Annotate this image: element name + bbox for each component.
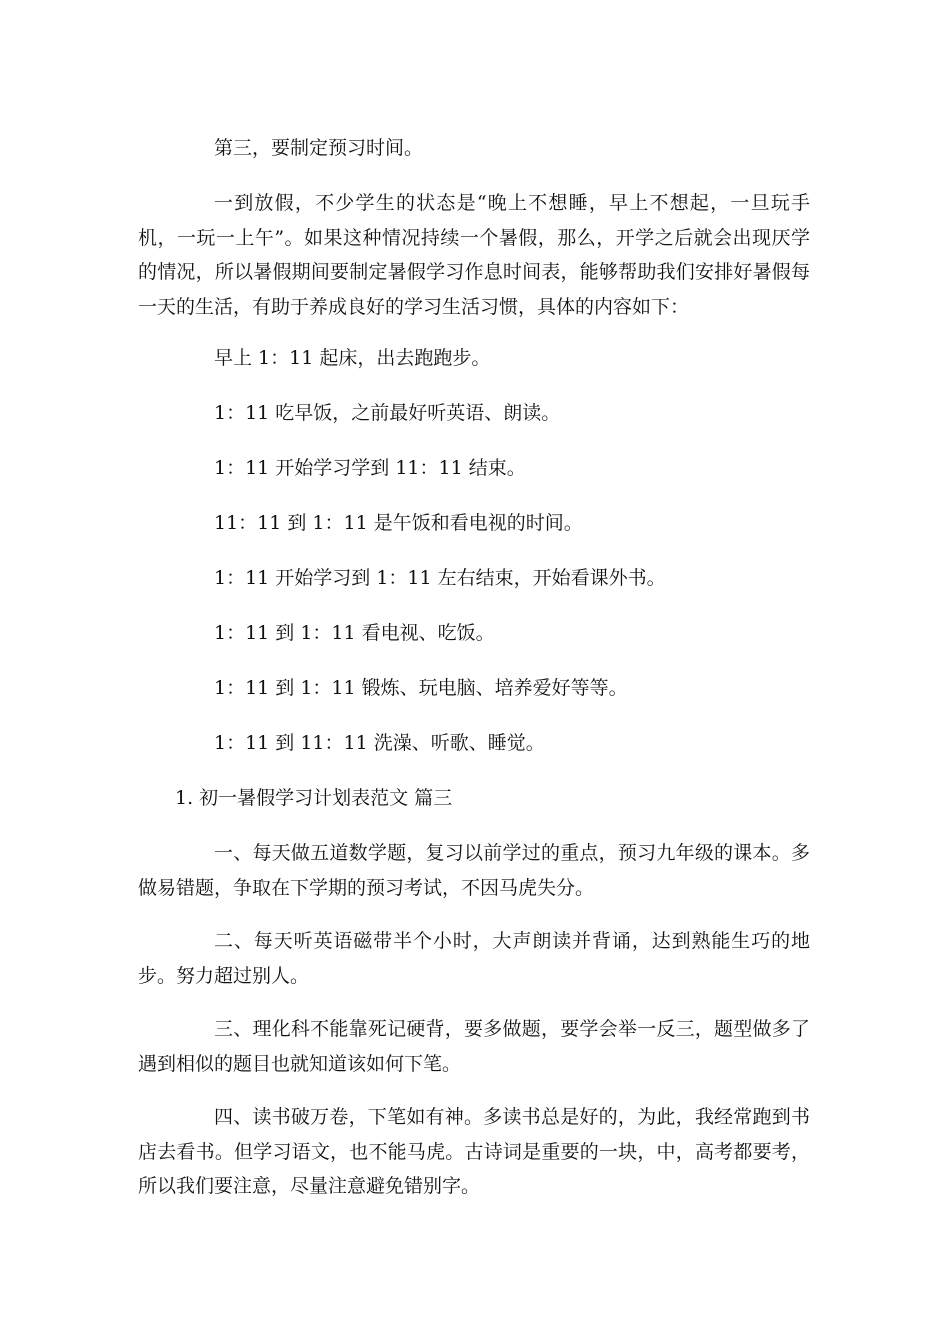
schedule-item-breakfast: 1：11 吃早饭，之前最好听英语、朗读。 bbox=[214, 402, 561, 424]
schedule-item-tv-dinner: 1：11 到 1：11 看电视、吃饭。 bbox=[214, 622, 495, 644]
section-heading: 1. 初一暑假学习计划表范文 篇三 bbox=[175, 787, 453, 809]
schedule-item-exercise: 1：11 到 1：11 锻炼、玩电脑、培养爱好等等。 bbox=[214, 677, 628, 699]
schedule-item-wake-up: 早上 1：11 起床，出去跑跑步。 bbox=[214, 347, 491, 369]
paragraph-preview-time: 第三，要制定预习时间。 bbox=[214, 137, 424, 159]
schedule-item-lunch-tv: 11：11 到 1：11 是午饭和看电视的时间。 bbox=[214, 512, 583, 534]
schedule-item-morning-study: 1：11 开始学习学到 11：11 结束。 bbox=[214, 457, 526, 479]
plan-item-reading: 四、读书破万卷，下笔如有神。多读书总是好的，为此，我经常跑到书店去看书。但学习语文，也不能马虎。古诗词是重要的一块，中，高考都要考，所以我们要注意，尽量注意避免错别字。 bbox=[138, 1106, 810, 1197]
schedule-item-afternoon-study: 1：11 开始学习到 1：11 左右结束，开始看课外书。 bbox=[214, 567, 666, 589]
schedule-item-bedtime: 1：11 到 11：11 洗澡、听歌、睡觉。 bbox=[214, 732, 545, 754]
paragraph-vacation-schedule: 一到放假，不少学生的状态是“晚上不想睡，早上不想起，一旦玩手机，一玩一上午”。如果这种情况持续一个暑假，那么，开学之后就会出现厌学的情况，所以暑假期间要制定暑假学习作息时间表，能够帮助我们安排好暑假每一天的生活，有助于养成良好的学习生活习惯，具体的内容如下： bbox=[138, 192, 810, 318]
plan-item-english: 二、每天听英语磁带半个小时，大声朗读并背诵，达到熟能生巧的地步。努力超过别人。 bbox=[138, 930, 810, 987]
plan-item-math: 一、每天做五道数学题，复习以前学过的重点，预习九年级的课本。多做易错题，争取在下学期的预习考试，不因马虎失分。 bbox=[138, 842, 810, 899]
plan-item-science: 三、理化科不能靠死记硬背，要多做题，要学会举一反三，题型做多了遇到相似的题目也就知道该如何下笔。 bbox=[138, 1018, 810, 1075]
